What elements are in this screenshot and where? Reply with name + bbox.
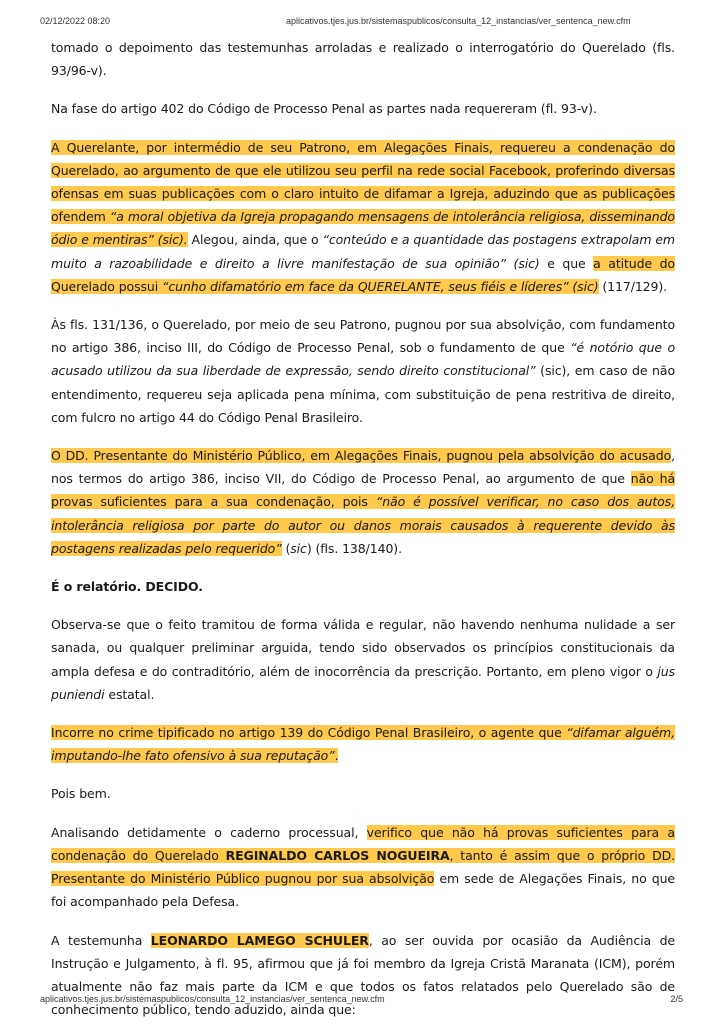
print-footer [40,994,683,1008]
paragraph-validade: Observa-se que o feito tramitou de forma válida e regular, não havendo nenhuma nulidade a ser sanada, ou qualquer preliminar arguida, tendo sido observados os princípios constitucionais da ampla defesa e do contraditório, além de inocorrência da prescrição. Portanto, em pleno vigor o jus puniendi estatal. [51,617,675,702]
paragraph-artigo-402: Na fase do artigo 402 do Código de Processo Penal as partes nada requereram (fl. 93-v). [51,101,597,117]
paragraph-analise: Analisando detidamente o caderno processual, verifico que não há provas suficientes para a condenação do Querelado REGINALDO CARLOS NOGUEIRA, tanto é assim que o próprio DD. Presentante do Ministério Público pugnou por sua absolvição em sede de Alegações Finais, no que foi acompanhado pela Defesa. [51,824,675,910]
paragraph-artigo-139 [51,721,675,767]
print-header [40,16,683,30]
paragraph-pois-bem: Pois bem. [51,786,111,802]
paragraph-ministerio-publico: O DD. Presentante do Ministério Público, em Alegações Finais, pugnou pela absolvição do acusado, nos termos do artigo 386, inciso VII, do Código de Processo Penal, ao argumento de que não há provas suficientes para a sua condenação, pois “não é possível verificar, no caso dos autos, intolerância religiosa por parte do autor ou danos morais causados à requerente devido às postagens realizadas pelo requerido” (sic) (fls. 138/140). [51,448,676,556]
paragraph-depoimento: tomado o depoimento das testemunhas arroladas e realizado o interrogatório do Querelado (fls. 93/96-v). [51,40,675,79]
highlight: LEONARDO LAMEGO SCHULER [150,932,369,948]
print-footer-url: aplicativos.tjes.jus.br/sistemaspublicos/consulta_12_instancias/ver_sentenca_new.cfm [40,994,385,1004]
paragraph-testemunha: A testemunha LEONARDO LAMEGO SCHULER, ao ser ouvida por ocasião da Audiência de Instrução e Julgamento, à fl. 95, afirmou que já foi membro da Igreja Cristã Maranata (ICM), porém atualmente não faz mais parte da ICM e que todos os fatos relatados pelo Querelado são de conhecimento público, tendo aduzido, ainda que: [51,932,676,1018]
highlight: A Querelante, por intermédio de seu Patrono, em Alegações Finais, requereu a condenação do Querelado, ao argumento de que ele utilizou seu perfil na rede social Facebook, proferindo diversas ofensas em suas publicações com o claro intuito de difamar a Igreja, aduzindo que as publicações ofendem “a moral objetiva da Igreja propagando mensagens de intolerância religiosa, disseminando ódio e mentiras” (sic). [51,139,675,248]
paragraph-querelante-alegacoes: A Querelante, por intermédio de seu Patrono, em Alegações Finais, requereu a condenação do Querelado, ao argumento de que ele utilizou seu perfil na rede social Facebook, proferindo diversas ofensas em suas publicações com o claro intuito de difamar a Igreja, aduzindo que as publicações ofendem “a moral objetiva da Igreja propagando mensagens de intolerância religiosa, disseminando ódio e mentiras” (sic). Alegou, ainda, que o “conteúdo e a quantidade das postagens extrapolam em muito a razoabilidade e direito a livre manifestação de sua opinião” (sic) e que a atitude do Querelado possui “cunho difamatório em face da QUERELANTE, seus fiéis e líderes” (sic) (117/129). [51,139,675,294]
page-number: 2/5 [670,994,683,1004]
highlight: O DD. Presentante do Ministério Público, em Alegações Finais, pugnou pela absolvição do acusado [51,448,672,464]
highlight: Incorre no crime tipificado no artigo 139 do Código Penal Brasileiro, o agente que “difamar alguém, imputando-lhe fato ofensivo à sua reputação”. [51,725,675,764]
highlight: verifico que não há provas suficientes para a condenação do Querelado REGINALDO CARLOS NOGUEIRA, tanto é assim que o próprio DD. Presentante do Ministério Público pugnou por sua absolvição [51,824,675,887]
print-datetime: 02/12/2022 08:20 [40,16,111,26]
section-heading-relatorio: É o relatório. DECIDO. [51,579,203,595]
document-body [51,36,675,1036]
highlight: a atitude do Querelado possui “cunho difamatório em face da QUERELANTE, seus fiéis e líderes” (sic) [51,255,675,294]
print-header-url: aplicativos.tjes.jus.br/sistemaspublicos/consulta_12_instancias/ver_sentenca_new.cfm [286,16,631,26]
highlight: não há provas suficientes para a sua condenação, pois “não é possível verificar, no caso dos autos, intolerância religiosa por parte do autor ou danos morais causados à requerente devido às postagens realizadas pelo requerido” [51,471,676,556]
paragraph-querelado-absolvicao: Às fls. 131/136, o Querelado, por meio de seu Patrono, pugnou por sua absolvição, com fundamento no artigo 386, inciso III, do Código de Processo Penal, sob o fundamento de que “é notório que o acusado utilizou da sua liberdade de expressão, sendo direito constitucional” (sic), em caso de não entendimento, requereu seja aplicada pena mínima, com substituição de pena restritiva de direito, com fulcro no artigo 44 do Código Penal Brasileiro. [51,317,675,425]
